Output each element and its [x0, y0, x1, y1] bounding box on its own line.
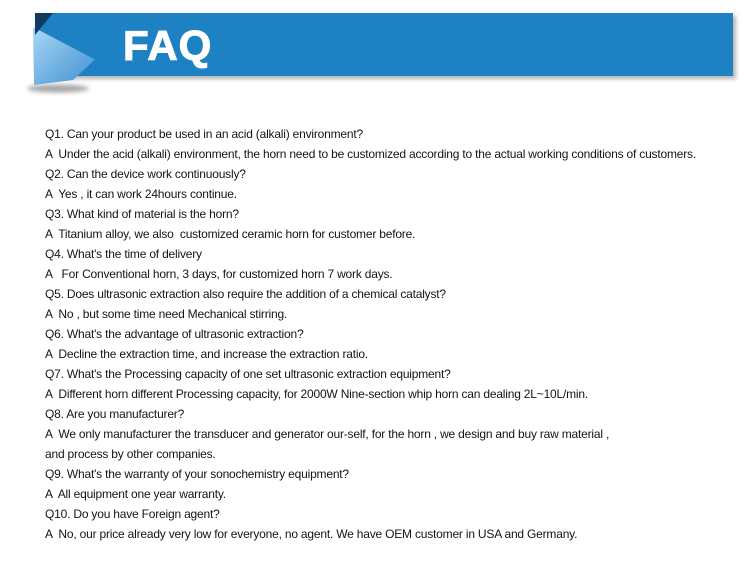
- faq-question: Q6. What's the advantage of ultrasonic extraction?: [45, 327, 304, 341]
- faq-answer: A Decline the extraction time, and increase the extraction ratio.: [45, 347, 368, 361]
- banner-bar: [35, 13, 733, 76]
- faq-question: Q2. Can the device work continuously?: [45, 167, 246, 181]
- faq-answer: A No, our price already very low for everyone, no agent. We have OEM customer in USA and Germany.: [45, 527, 578, 541]
- faq-question: Q3. What kind of material is the horn?: [45, 207, 239, 221]
- faq-answer: A All equipment one year warranty.: [45, 487, 226, 501]
- faq-question: Q4. What's the time of delivery: [45, 247, 202, 261]
- faq-question: Q9. What's the warranty of your sonochemistry equipment?: [45, 467, 349, 481]
- ribbon-shadow: [27, 85, 89, 93]
- faq-question: Q10. Do you have Foreign agent?: [45, 507, 220, 521]
- faq-answer: A For Conventional horn, 3 days, for customized horn 7 work days.: [45, 267, 393, 281]
- ribbon-arrow: [33, 27, 95, 85]
- faq-answer: A Under the acid (alkali) environment, the horn need to be customized according to the actual working conditions of customers.: [45, 147, 696, 161]
- faq-question: Q7. What's the Processing capacity of one set ultrasonic extraction equipment?: [45, 367, 451, 381]
- faq-question: Q5. Does ultrasonic extraction also require the addition of a chemical catalyst?: [45, 287, 446, 301]
- faq-banner: [0, 0, 750, 100]
- faq-answer: A We only manufacturer the transducer and generator our-self, for the horn , we design and buy raw material ,: [45, 427, 610, 441]
- faq-question: Q8. Are you manufacturer?: [45, 407, 185, 421]
- faq-question: Q1. Can your product be used in an acid (alkali) environment?: [45, 127, 363, 141]
- faq-answer: A Different horn different Processing capacity, for 2000W Nine-section whip horn can dealing 2L~10L/min.: [45, 387, 588, 401]
- faq-answer: A Yes , it can work 24hours continue.: [45, 187, 237, 201]
- faq-answer: and process by other companies.: [45, 447, 216, 461]
- faq-list: [0, 100, 750, 544]
- page-title: FAQ: [123, 21, 213, 69]
- ribbon-fold-icon: [0, 0, 130, 100]
- faq-answer: A Titanium alloy, we also customized ceramic horn for customer before.: [45, 227, 416, 241]
- faq-answer: A No , but some time need Mechanical stirring.: [45, 307, 288, 321]
